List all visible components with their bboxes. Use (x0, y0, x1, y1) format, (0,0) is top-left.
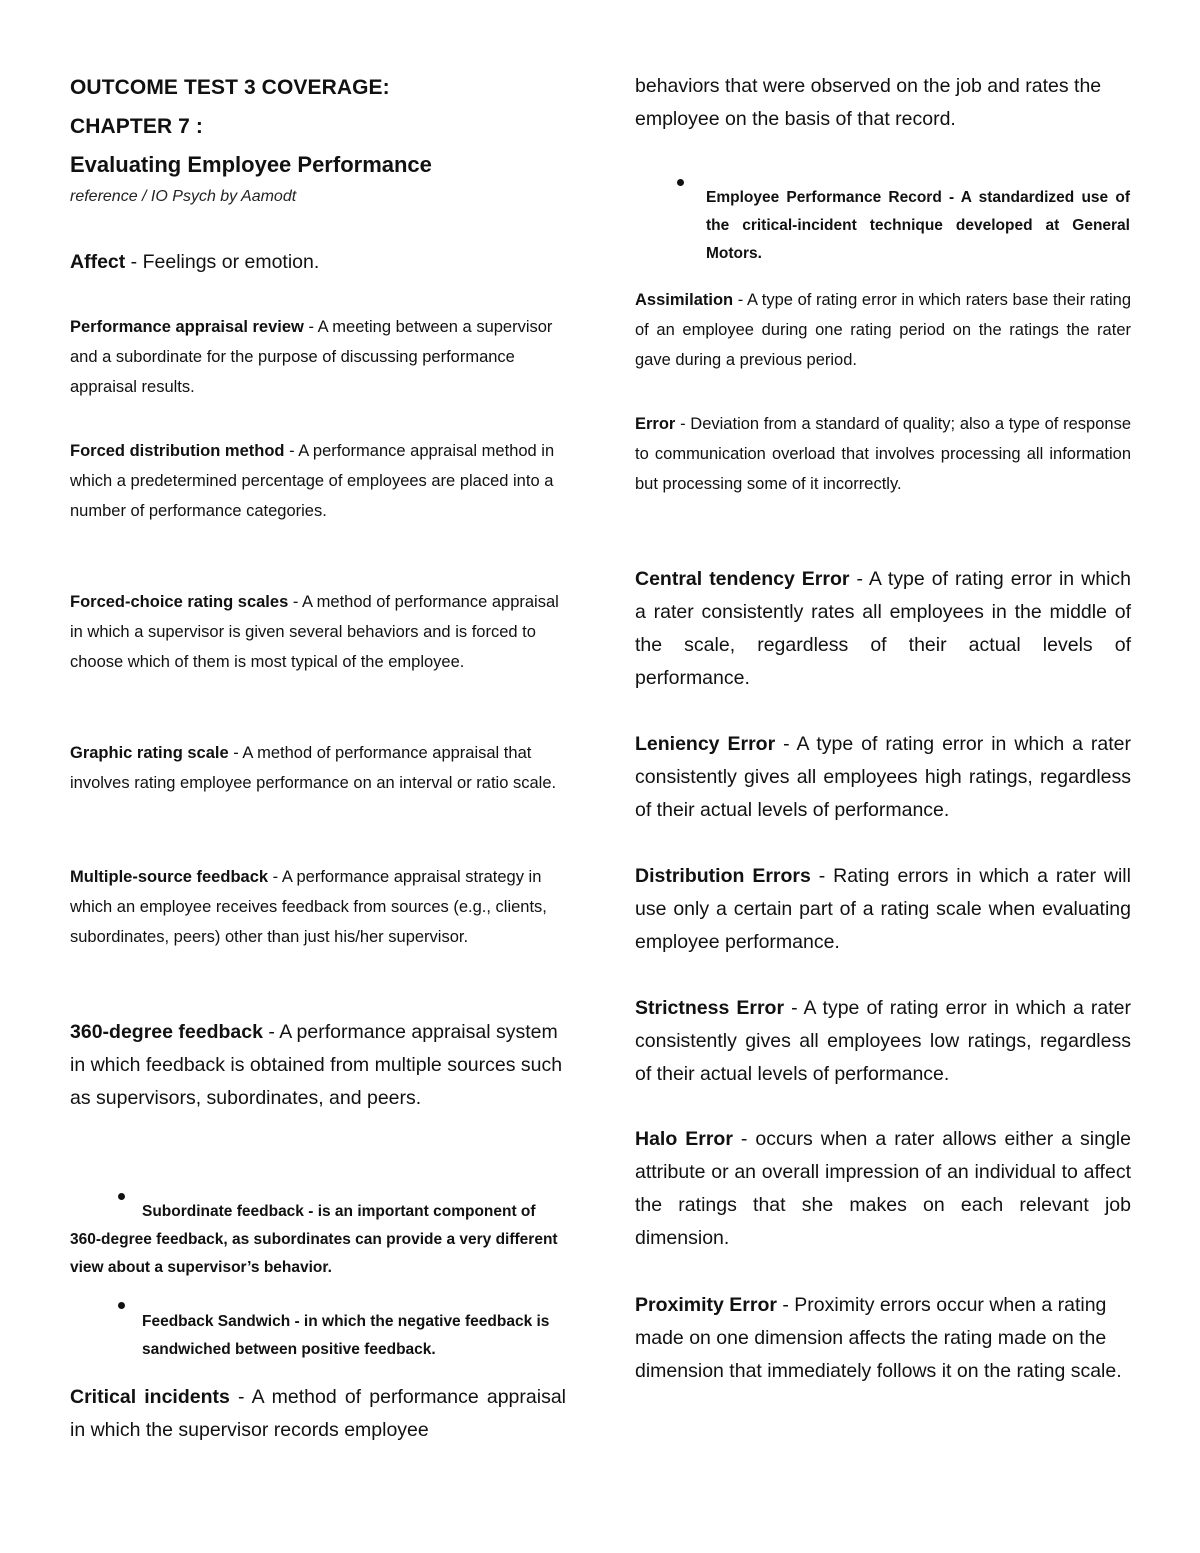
definition-graphic-rating (70, 738, 566, 798)
bullet-dot (677, 179, 684, 186)
definition-text: - occurs when a rater allows either a single attribute or an overall impression of an individual to affect the ratings that she makes on each relevant job dimension. (635, 1128, 1131, 1249)
definition-forced-distribution (70, 436, 566, 526)
term: Proximity Error (635, 1294, 777, 1316)
bullet-feedback-sandwich: Feedback Sandwich - in which the negative feedback is sandwiched between positive feedback. (142, 1312, 550, 1358)
term: Central tendency Error (635, 568, 850, 590)
term: Graphic rating scale (70, 744, 229, 762)
definition-error (635, 409, 1131, 499)
term: Distribution Errors (635, 865, 811, 887)
definition-leniency (635, 728, 1131, 827)
definition-text: - Deviation from a standard of quality; also a type of response to communication overload that involves processing all information but processing some of it incorrectly. (635, 415, 1131, 493)
term: Critical incidents (70, 1386, 230, 1408)
term: 360-degree feedback (70, 1021, 263, 1043)
term: Halo Error (635, 1128, 733, 1150)
term: Performance appraisal review (70, 318, 304, 336)
term: Forced-choice rating scales (70, 593, 289, 611)
definition-central-tendency (635, 563, 1131, 695)
definition-text: - A method of performance appraisal that involves rating employee performance on an interval or ratio scale. (70, 744, 557, 792)
term: Multiple-source feedback (70, 868, 269, 886)
definition-assimilation (635, 285, 1131, 375)
definition-strictness (635, 992, 1131, 1091)
chapter-title: Evaluating Employee Performance (70, 152, 432, 177)
definition-proximity (635, 1289, 1131, 1388)
definition-halo (635, 1123, 1131, 1255)
term: Leniency Error (635, 733, 776, 755)
critical-incidents-continuation: behaviors that were observed on the job and rates the employee on the basis of that record. (635, 75, 1102, 130)
definition-text: - A type of rating error in which raters base their rating of an employee during one rating period on the ratings the rater gave during a previous period. (635, 291, 1131, 369)
definition-text: - A method of performance appraisal in which the supervisor records employee (70, 1386, 566, 1441)
definition-multiple-source (70, 862, 566, 952)
definition-distribution (635, 860, 1131, 959)
bullet-subordinate-feedback: Subordinate feedback - is an important component of 360-degree feedback, as subordinates can provide a very different view about a supervisor’s behavior. (70, 1202, 558, 1276)
definition-text: - A type of rating error in which a rater consistently gives all employees low ratings, regardless of their actual levels of performance. (635, 997, 1131, 1085)
bullet-dot (118, 1302, 125, 1309)
definition-text: - A type of rating error in which a rater consistently gives all employees high ratings, regardless of their actual levels of performance. (635, 733, 1131, 821)
definition-text: - A performance appraisal method in which a predetermined percentage of employees are placed into a number of performance categories. (70, 442, 555, 520)
definition-text: - A method of performance appraisal in which a supervisor is given several behaviors and is forced to choose which of them is most typical of the employee. (70, 593, 559, 671)
definition-performance-appraisal-review (70, 312, 566, 402)
term: Strictness Error (635, 997, 785, 1019)
definition-text: - Feelings or emotion. (125, 251, 320, 273)
definition-text: - A type of rating error in which a rater consistently rates all employees in the middle of the scale, regardless of their actual levels of performance. (635, 568, 1132, 689)
outcome-test-heading: OUTCOME TEST 3 COVERAGE: (70, 76, 390, 99)
definition-text: - Rating errors in which a rater will use only a certain part of a rating scale when evaluating employee performance. (635, 865, 1131, 953)
definition-text: - A performance appraisal system in which feedback is obtained from multiple sources such as supervisors, subordinates, and peers. (70, 1021, 563, 1109)
definition-text: - A meeting between a supervisor and a subordinate for the purpose of discussing performance appraisal results. (70, 318, 553, 396)
term: Error (635, 415, 676, 433)
reference-note: reference / IO Psych by Aamodt (70, 188, 297, 205)
term: Assimilation (635, 291, 734, 309)
definition-text: - A performance appraisal strategy in which an employee receives feedback from sources (e.g., clients, subordinates, peers) other than just his/her supervisor. (70, 868, 547, 946)
definition-forced-choice (70, 587, 566, 677)
term: Affect (70, 251, 126, 273)
chapter-heading: CHAPTER 7 : (70, 115, 203, 138)
definition-360-degree (70, 1016, 566, 1115)
definition-affect (70, 246, 566, 279)
definition-critical-incidents (70, 1381, 566, 1447)
term: Forced distribution method (70, 442, 285, 460)
bullet-employee-performance-record: Employee Performance Record - A standardized use of the critical-incident technique developed at General Motors. (706, 188, 1130, 262)
definition-text: - Proximity errors occur when a rating made on one dimension affects the rating made on the dimension that immediately follows it on the rating scale. (635, 1294, 1122, 1382)
